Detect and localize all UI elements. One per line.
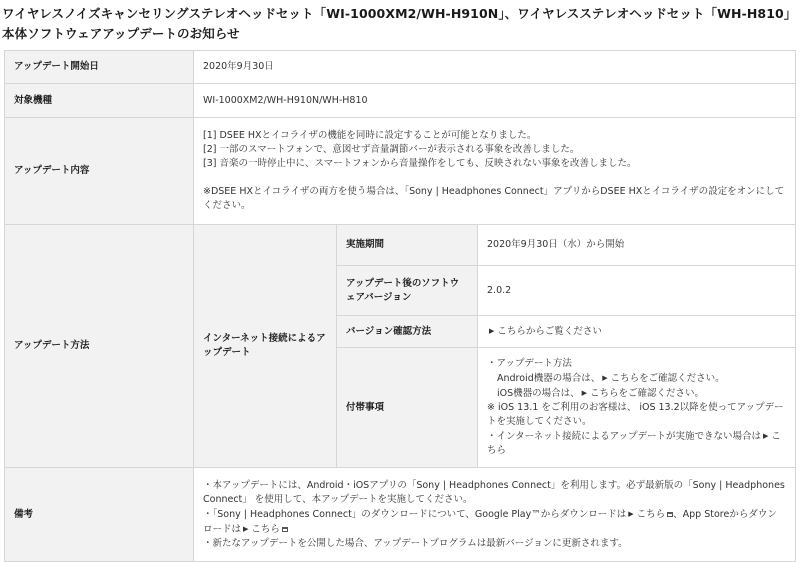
version-label: アップデート後のソフトウェアバージョン bbox=[337, 266, 478, 316]
row-remarks bbox=[5, 468, 796, 562]
notes-android bbox=[487, 371, 786, 386]
content-value bbox=[194, 118, 796, 225]
notes-ios-warning: ※ iOS 13.1 をご利用のお客様は、 iOS 13.2以降を使ってアップデートを実施してください。 bbox=[487, 402, 784, 427]
notes-value bbox=[478, 348, 796, 468]
version-check-link[interactable]: こちらからご覧ください bbox=[497, 326, 602, 337]
start-date-value: 2020年9月30日 bbox=[194, 51, 796, 84]
android-prefix: Android機器の場合は、 bbox=[497, 373, 601, 384]
remarks-label: 備考 bbox=[5, 468, 194, 562]
arrow-right-icon: ▶ bbox=[602, 374, 608, 382]
notes-line-method: ・アップデート方法 bbox=[487, 358, 572, 369]
arrow-right-icon: ▶ bbox=[489, 327, 495, 335]
ios-link[interactable]: こちらをご確認ください。 bbox=[590, 388, 705, 399]
arrow-right-icon: ▶ bbox=[762, 432, 769, 440]
spacer bbox=[203, 171, 786, 185]
check-value bbox=[478, 316, 796, 348]
google-play-link[interactable]: こちら bbox=[636, 508, 666, 520]
period-value: 2020年9月30日（水）から開始 bbox=[478, 225, 796, 266]
remarks-line-3: ・新たなアップデートを公開した場合、アップデートプログラムは最新バージョンに更新されます。 bbox=[203, 537, 628, 549]
row-method-period bbox=[5, 225, 796, 266]
internet-prefix: ・インターネット接続によるアップデートが実施できない場合は bbox=[487, 431, 761, 442]
remarks-value bbox=[194, 468, 796, 562]
update-info-table bbox=[4, 50, 796, 562]
external-link-icon bbox=[282, 527, 288, 532]
content-line-2: [2] 一部のスマートフォンで、意図せず音量調節バーが表示される事象を改善しました。 bbox=[203, 144, 580, 155]
page-title: ワイヤレスノイズキャンセリングステレオヘッドセット「WI-1000XM2/WH-H910N」、ワイヤレスステレオヘッドセット「WH-H810」本体ソフトウェアアップデートのお知らせ bbox=[2, 6, 791, 41]
internet-link[interactable]: こちら bbox=[487, 431, 781, 456]
remarks-line2-prefix: ・「Sony | Headphones Connect」のダウンロードについて、Google Play™からダウンロードは bbox=[203, 508, 627, 520]
method-label: アップデート方法 bbox=[5, 225, 194, 468]
period-label: 実施期間 bbox=[337, 225, 478, 266]
row-update-content bbox=[5, 118, 796, 225]
method-sub-label: インターネット接続によるアップデート bbox=[194, 225, 337, 468]
content-line-3: [3] 音楽の一時停止中に、スマートフォンから音量操作をしても、反映されない事象を改善しました。 bbox=[203, 158, 637, 169]
content-line-1: [1] DSEE HXとイコライザの機能を同時に設定することが可能となりました。 bbox=[203, 130, 537, 141]
android-link[interactable]: こちらをご確認ください。 bbox=[610, 373, 725, 384]
arrow-right-icon: ▶ bbox=[628, 509, 634, 518]
row-models bbox=[5, 84, 796, 118]
models-label: 対象機種 bbox=[5, 84, 194, 118]
remarks-line-2 bbox=[203, 507, 786, 537]
arrow-right-icon: ▶ bbox=[581, 389, 588, 397]
row-start-date bbox=[5, 51, 796, 84]
notes-label: 付帯事項 bbox=[337, 348, 478, 468]
models-value: WI-1000XM2/WH-H910N/WH-H810 bbox=[194, 84, 796, 118]
notes-internet bbox=[487, 429, 786, 458]
ios-prefix: iOS機器の場合は、 bbox=[497, 388, 580, 399]
notes-ios bbox=[487, 386, 786, 401]
arrow-right-icon: ▶ bbox=[243, 524, 249, 533]
content-label: アップデート内容 bbox=[5, 118, 194, 225]
remarks-line2-mid: 、App Storeからダウンロードは bbox=[203, 508, 777, 535]
remarks-line-1: ・本アップデートには、Android・iOSアプリの「Sony | Headphones Connect」を利用します。必ず最新版の「Sony | Headphones Connect」 を使用して、本アップデートを実施してください。 bbox=[203, 479, 785, 505]
version-value: 2.0.2 bbox=[478, 266, 796, 316]
start-date-label: アップデート開始日 bbox=[5, 51, 194, 84]
content-note: ※DSEE HXとイコライザの両方を使う場合は、「Sony | Headphones Connect」アプリからDSEE HXとイコライザの設定をオンにしてください。 bbox=[203, 186, 785, 211]
check-label: バージョン確認方法 bbox=[337, 316, 478, 348]
app-store-link[interactable]: こちら bbox=[251, 523, 280, 535]
